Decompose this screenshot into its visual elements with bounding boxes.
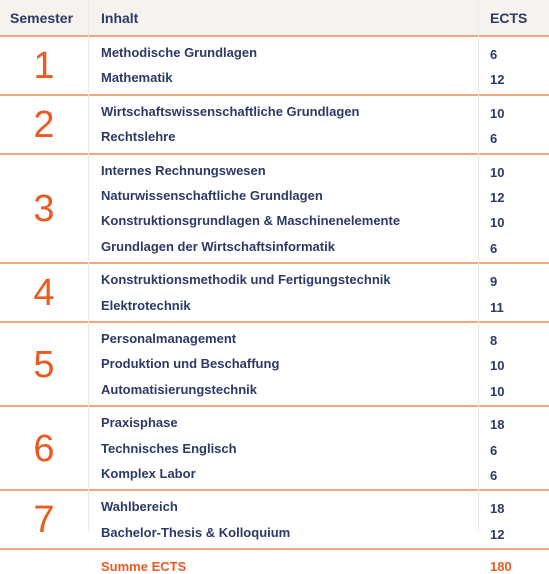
semester-divider — [0, 153, 549, 155]
semester-number: 7 — [33, 499, 55, 542]
course-ects: 10 — [490, 164, 505, 180]
course-name: Praxisphase — [101, 415, 178, 431]
course-name: Personalmanagement — [101, 331, 237, 346]
semester-divider — [0, 321, 549, 323]
header-inhalt: Inhalt — [101, 10, 139, 26]
semester-divider — [0, 489, 549, 491]
course-ects: 10 — [490, 105, 505, 121]
course-ects: 9 — [490, 274, 498, 290]
course-ects: 10 — [490, 383, 505, 399]
course-name: Elektrotechnik — [101, 297, 191, 313]
course-name: Wahlbereich — [101, 499, 178, 515]
course-ects: 6 — [490, 131, 498, 147]
course-name: Naturwissenschaftliche Grundlagen — [101, 188, 323, 203]
header-semester: Semester — [10, 10, 74, 26]
total-label: Summe ECTS — [101, 559, 187, 574]
course-name: Internes Rechnungswesen — [101, 162, 266, 178]
course-ects: 12 — [490, 526, 505, 542]
course-ects: 18 — [490, 417, 505, 433]
course-name: Mathematik — [101, 70, 173, 86]
course-name: Bachelor-Thesis & Kolloquium — [101, 524, 291, 540]
course-name: Grundlagen der Wirtschaftsinformatik — [101, 238, 335, 254]
semester-divider — [0, 94, 549, 96]
semester-number: 5 — [33, 343, 55, 386]
course-ects: 12 — [490, 190, 505, 205]
semester-number: 6 — [33, 427, 55, 470]
course-ects: 10 — [490, 358, 505, 374]
course-name: Technisches Englisch — [101, 440, 237, 456]
course-ects: 6 — [490, 240, 498, 256]
course-name: Komplex Labor — [101, 466, 196, 481]
course-name: Produktion und Beschaffung — [101, 356, 280, 372]
table-header — [0, 0, 549, 37]
semester-divider — [0, 262, 549, 264]
course-ects: 6 — [490, 468, 498, 483]
semester-number: 4 — [33, 272, 55, 315]
course-ects: 10 — [490, 215, 505, 231]
course-name: Wirtschaftswissenschaftliche Grundlagen — [101, 103, 360, 119]
column-divider — [478, 0, 479, 531]
semester-number: 3 — [33, 187, 55, 230]
course-ects: 12 — [490, 72, 505, 88]
header-ects: ECTS — [490, 10, 528, 26]
course-name: Konstruktionsmethodik und Fertigungstechnik — [101, 272, 391, 288]
course-ects: 18 — [490, 501, 505, 517]
total-value: 180 — [490, 559, 512, 574]
course-ects: 8 — [490, 333, 498, 348]
header-divider — [0, 35, 549, 37]
semester-divider — [0, 548, 549, 550]
semester-divider — [0, 405, 549, 407]
semester-number: 2 — [33, 103, 55, 146]
column-divider — [88, 0, 89, 531]
semester-number: 1 — [33, 44, 55, 87]
course-name: Rechtslehre — [101, 129, 176, 145]
course-ects: 6 — [490, 47, 498, 62]
course-ects: 11 — [490, 299, 504, 315]
course-ects: 6 — [490, 442, 498, 458]
course-name: Methodische Grundlagen — [101, 45, 258, 60]
course-name: Konstruktionsgrundlagen & Maschinenelemente — [101, 213, 401, 229]
course-name: Automatisierungstechnik — [101, 381, 258, 397]
